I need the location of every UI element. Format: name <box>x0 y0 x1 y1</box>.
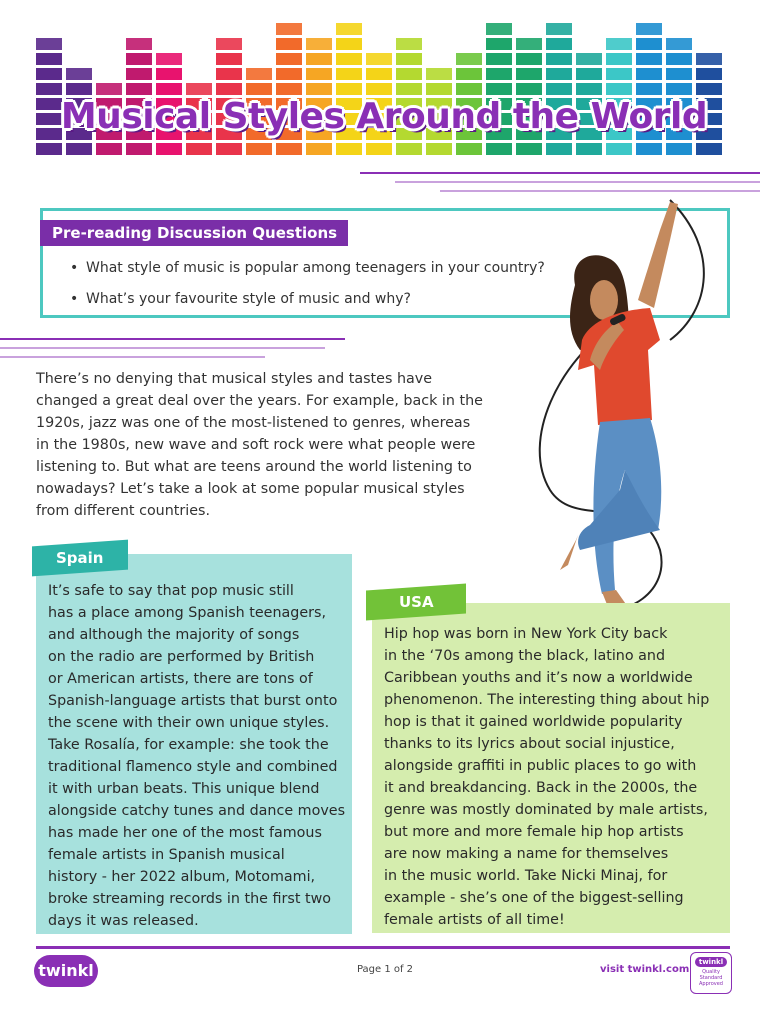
usa-card <box>372 603 730 933</box>
equalizer-cell <box>36 143 62 155</box>
equalizer-cell <box>156 68 182 80</box>
equalizer-cell <box>696 68 722 80</box>
equalizer-cell <box>366 53 392 65</box>
equalizer-cell <box>636 23 662 35</box>
equalizer-cell <box>306 53 332 65</box>
spain-label: Spain <box>32 540 128 577</box>
equalizer-cell <box>276 83 302 95</box>
footer-rule <box>36 946 730 949</box>
equalizer-cell <box>546 38 572 50</box>
equalizer-cell <box>36 83 62 95</box>
badge-text: Quality Standard Approved <box>699 969 723 987</box>
equalizer-cell <box>246 68 272 80</box>
equalizer-cell <box>396 53 422 65</box>
twinkl-logo[interactable]: twinkl <box>34 955 98 987</box>
equalizer-cell <box>396 68 422 80</box>
equalizer-cell <box>456 83 482 95</box>
equalizer-cell <box>606 68 632 80</box>
equalizer-cell <box>126 38 152 50</box>
equalizer-cell <box>636 53 662 65</box>
equalizer-cell <box>36 38 62 50</box>
section-rule-1 <box>0 338 345 340</box>
section-rule-3 <box>0 356 265 358</box>
equalizer-cell <box>606 38 632 50</box>
equalizer-cell <box>216 68 242 80</box>
equalizer-cell <box>666 68 692 80</box>
equalizer-cell <box>336 53 362 65</box>
header-rule-2 <box>395 181 760 183</box>
equalizer-cell <box>336 68 362 80</box>
equalizer-cell <box>216 83 242 95</box>
equalizer-cell <box>126 83 152 95</box>
equalizer-cell <box>246 143 272 155</box>
equalizer-cell <box>336 143 362 155</box>
equalizer-cell <box>486 53 512 65</box>
equalizer-cell <box>156 143 182 155</box>
equalizer-cell <box>276 53 302 65</box>
header-rule-1 <box>360 172 760 174</box>
equalizer-cell <box>276 68 302 80</box>
equalizer-cell <box>36 68 62 80</box>
equalizer-cell <box>486 23 512 35</box>
equalizer-cell <box>516 53 542 65</box>
equalizer-cell <box>516 143 542 155</box>
equalizer-cell <box>336 83 362 95</box>
equalizer-cell <box>546 143 572 155</box>
equalizer-cell <box>126 53 152 65</box>
visit-link[interactable]: visit twinkl.com <box>600 964 690 975</box>
equalizer-cell <box>516 83 542 95</box>
equalizer-cell <box>276 38 302 50</box>
equalizer-cell <box>336 23 362 35</box>
equalizer-cell <box>456 68 482 80</box>
equalizer-cell <box>306 68 332 80</box>
usa-label: USA <box>366 584 466 621</box>
equalizer-cell <box>36 53 62 65</box>
equalizer-cell <box>366 68 392 80</box>
equalizer-cell <box>486 83 512 95</box>
equalizer-cell <box>426 68 452 80</box>
equalizer-cell <box>546 53 572 65</box>
equalizer-cell <box>546 68 572 80</box>
equalizer-cell <box>246 83 272 95</box>
equalizer-cell <box>96 143 122 155</box>
equalizer-cell <box>66 143 92 155</box>
equalizer-cell <box>276 143 302 155</box>
equalizer-cell <box>576 68 602 80</box>
section-rule-2 <box>0 347 325 349</box>
equalizer-cell <box>396 38 422 50</box>
equalizer-cell <box>546 23 572 35</box>
equalizer-cell <box>516 38 542 50</box>
equalizer-cell <box>486 38 512 50</box>
equalizer-cell <box>606 83 632 95</box>
equalizer-cell <box>216 143 242 155</box>
equalizer-cell <box>696 53 722 65</box>
equalizer-cell <box>606 53 632 65</box>
equalizer-cell <box>546 83 572 95</box>
equalizer-cell <box>426 143 452 155</box>
equalizer-cell <box>606 143 632 155</box>
equalizer-cell <box>516 68 542 80</box>
equalizer-cell <box>636 38 662 50</box>
equalizer-cell <box>486 68 512 80</box>
spain-text: It’s safe to say that pop music still has a place among Spanish teenagers, and although the majority of songs on the radio are performed by British or American artists, there are tons of Spanish-language artists that burst onto the scene with their own unique styles. Take Rosalía, for example: she took the traditional flamenco style and combined it with urban beats. This unique blend alongside catchy tunes and dance moves has made her one of the most famous female artists in Spanish musical history - her 2022 album, Motomami, broke streaming records in the first two days it was released. <box>48 583 346 929</box>
equalizer-cell <box>666 53 692 65</box>
question-item: • What’s your favourite style of music and why? <box>70 291 411 307</box>
equalizer-cell <box>306 38 332 50</box>
page-title: Musical Styles Around the World <box>60 96 708 137</box>
equalizer-cell <box>366 143 392 155</box>
equalizer-cell <box>396 83 422 95</box>
equalizer-cell <box>696 83 722 95</box>
pre-reading-heading: Pre-reading Discussion Questions <box>40 220 348 246</box>
equalizer-cell <box>306 143 332 155</box>
equalizer-cell <box>636 143 662 155</box>
equalizer-cell <box>126 68 152 80</box>
equalizer-cell <box>426 83 452 95</box>
equalizer-cell <box>666 38 692 50</box>
equalizer-cell <box>336 38 362 50</box>
equalizer-cell <box>156 83 182 95</box>
page-number: Page 1 of 2 <box>356 964 414 975</box>
question-item: • What style of music is popular among teenagers in your country? <box>70 260 545 276</box>
equalizer-cell <box>126 143 152 155</box>
equalizer-cell <box>156 53 182 65</box>
spain-card <box>36 554 352 934</box>
equalizer-cell <box>576 53 602 65</box>
equalizer-cell <box>276 23 302 35</box>
equalizer-cell <box>636 68 662 80</box>
equalizer-cell <box>396 143 422 155</box>
singer-illustration <box>520 190 730 630</box>
equalizer-cell <box>576 143 602 155</box>
quality-badge <box>690 952 732 994</box>
equalizer-cell <box>366 83 392 95</box>
equalizer-cell <box>696 143 722 155</box>
intro-paragraph: There’s no denying that musical styles and tastes have changed a great deal over the years. For example, back in the 1920s, jazz was one of the most-listened to genres, whereas in the 1980s, new wave and soft rock were what people were listening to. But what are teens around the world listening to nowadays? Let’s take a look at some popular musical styles from different countries. <box>36 371 483 519</box>
equalizer-cell <box>306 83 332 95</box>
equalizer-cell <box>66 68 92 80</box>
equalizer-cell <box>486 143 512 155</box>
badge-brand: twinkl <box>695 957 727 967</box>
equalizer-banner <box>0 0 768 165</box>
equalizer-cell <box>456 143 482 155</box>
equalizer-cell <box>66 83 92 95</box>
equalizer-cell <box>666 83 692 95</box>
equalizer-cell <box>666 143 692 155</box>
equalizer-cell <box>636 83 662 95</box>
equalizer-cell <box>96 83 122 95</box>
equalizer-cell <box>186 83 212 95</box>
usa-text: Hip hop was born in New York City back in the ‘70s among the black, latino and Caribbean youths and it’s now a worldwide phenomenon. The interesting thing about hip hop is that it gained worldwide popularity thanks to its lyrics about social injustice, alongside graffiti in public places to go with it and breakdancing. Back in the 2000s, the genre was mostly dominated by male artists, but more and more female hip hop artists are now making a name for themselves in the music world. Take Nicki Minaj, for example - she’s one of the biggest-selling female artists of all time! <box>384 626 710 928</box>
equalizer-cell <box>456 53 482 65</box>
equalizer-cell <box>216 38 242 50</box>
equalizer-cell <box>576 83 602 95</box>
equalizer-cell <box>186 143 212 155</box>
equalizer-cell <box>216 53 242 65</box>
